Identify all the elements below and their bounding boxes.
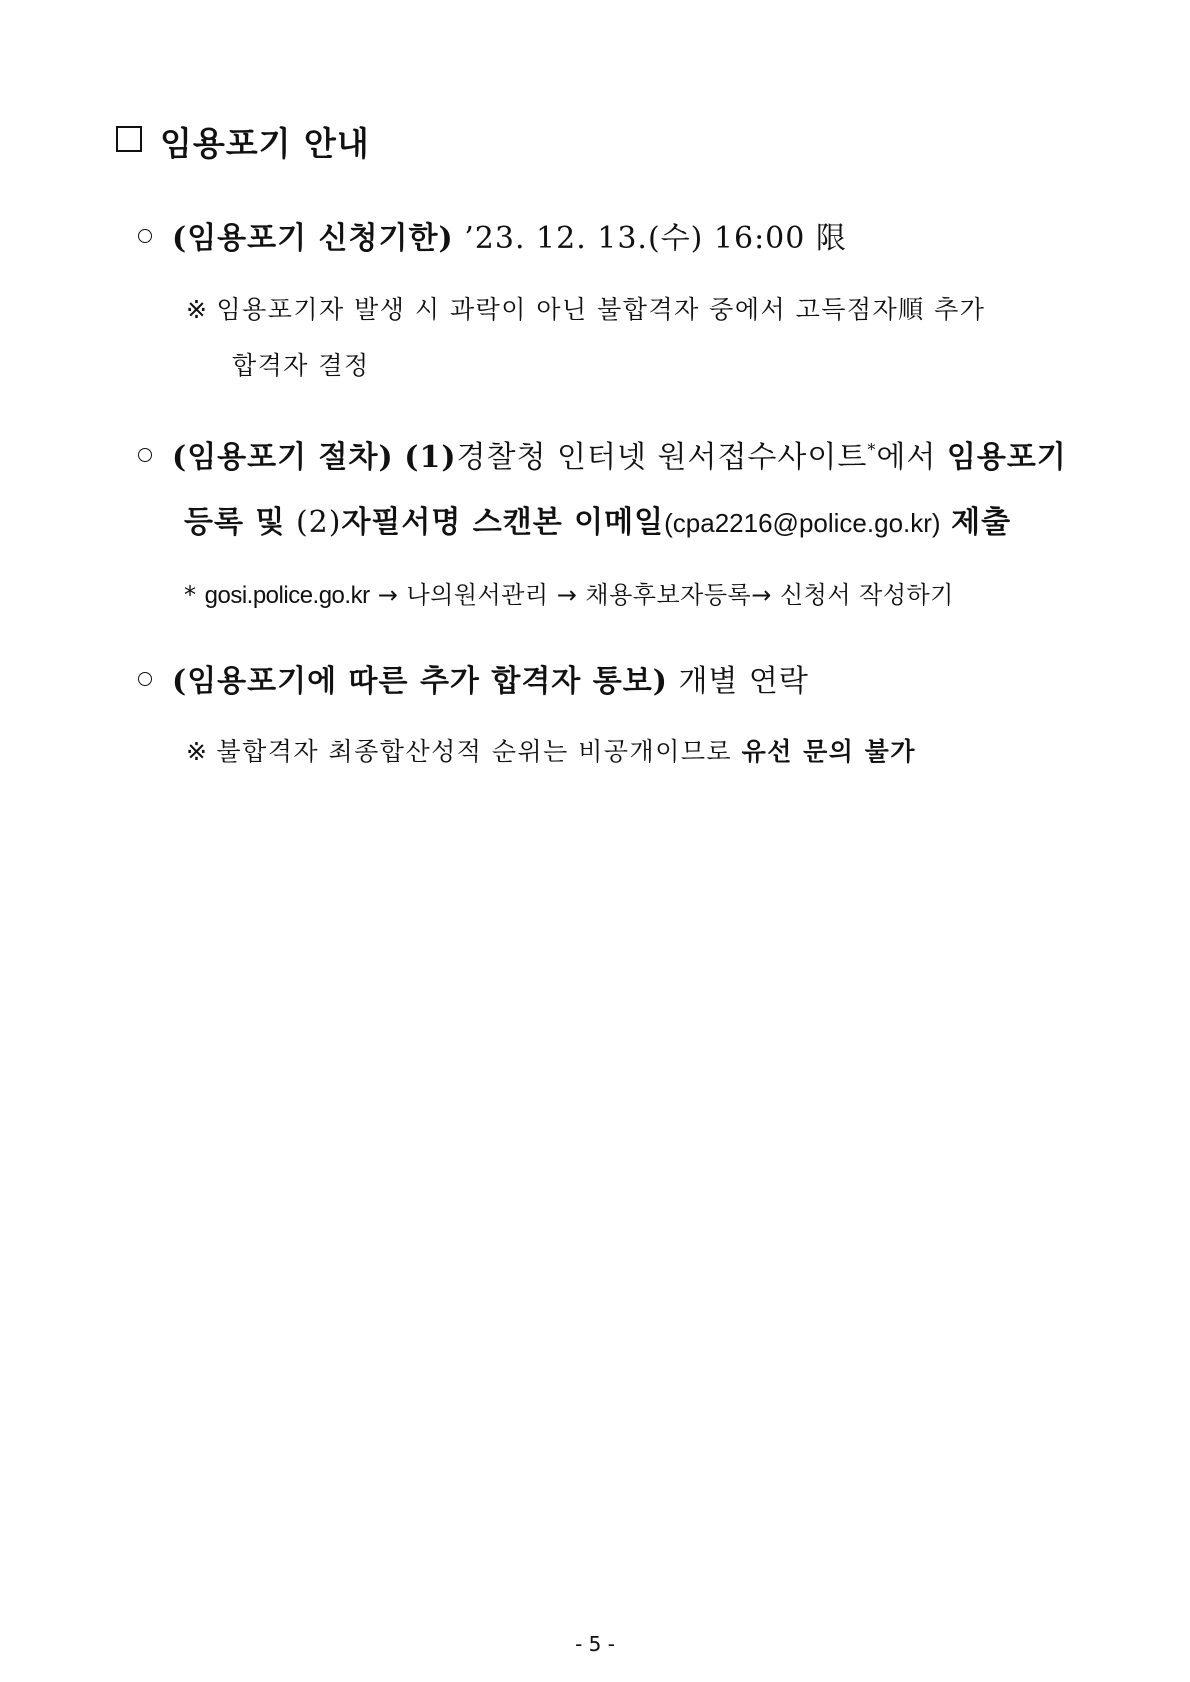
checkbox-square-icon	[116, 126, 142, 152]
item-deadline	[138, 213, 847, 257]
item-notification	[138, 656, 809, 700]
reference-mark: ※	[186, 737, 209, 766]
item-procedure	[138, 432, 1067, 476]
footnote-url: gosi.police.go.kr	[204, 582, 370, 609]
procedure-line2	[184, 497, 1011, 541]
footnote-star: *	[867, 440, 877, 459]
deadline-value: ’23. 12. 13.(수) 16:00 限	[464, 221, 847, 256]
step2-bold: 자필서명 스캔본 이메일	[341, 505, 665, 540]
deadline-label: (임용포기 신청기한)	[172, 221, 454, 256]
notification-note	[186, 732, 916, 768]
step1-number: (1)	[404, 440, 457, 475]
step1-suffix: 에서	[876, 440, 937, 475]
circle-bullet-icon	[138, 448, 152, 462]
reference-mark: ※	[186, 295, 209, 324]
email-address: (cpa2216@police.go.kr)	[664, 508, 941, 538]
submit-text: 제출	[951, 505, 1012, 540]
notification-note-text: 불합격자 최종합산성적 순위는 비공개이므로	[216, 737, 733, 766]
section-heading	[116, 118, 370, 165]
deadline-note	[186, 290, 985, 326]
circle-bullet-icon	[138, 229, 152, 243]
notification-label: (임용포기에 따른 추가 합격자 통보)	[172, 664, 668, 699]
footnote-path: → 나의원서관리 → 채용후보자등록→ 신청서 작성하기	[377, 581, 954, 609]
procedure-footnote	[184, 575, 954, 610]
deadline-note-line1: 임용포기자 발생 시 과락이 아닌 불합격자 중에서 고득점자順 추가	[216, 295, 986, 324]
step1-text: 경찰청 인터넷 원서접수사이트	[456, 440, 868, 475]
notification-note-bold: 유선 문의 불가	[741, 737, 916, 766]
circle-bullet-icon	[138, 672, 152, 686]
step2-number: (2)	[295, 505, 342, 540]
heading-text: 임용포기 안내	[160, 124, 370, 163]
procedure-label: (임용포기 절차)	[172, 440, 394, 475]
notification-value: 개별 연락	[678, 664, 809, 699]
step1-bold: 임용포기	[946, 440, 1067, 475]
register-text: 등록 및	[184, 505, 286, 540]
deadline-note-line2: 합격자 결정	[232, 351, 370, 380]
footnote-mark: *	[184, 581, 197, 609]
page-number: - 5 -	[575, 1632, 615, 1656]
